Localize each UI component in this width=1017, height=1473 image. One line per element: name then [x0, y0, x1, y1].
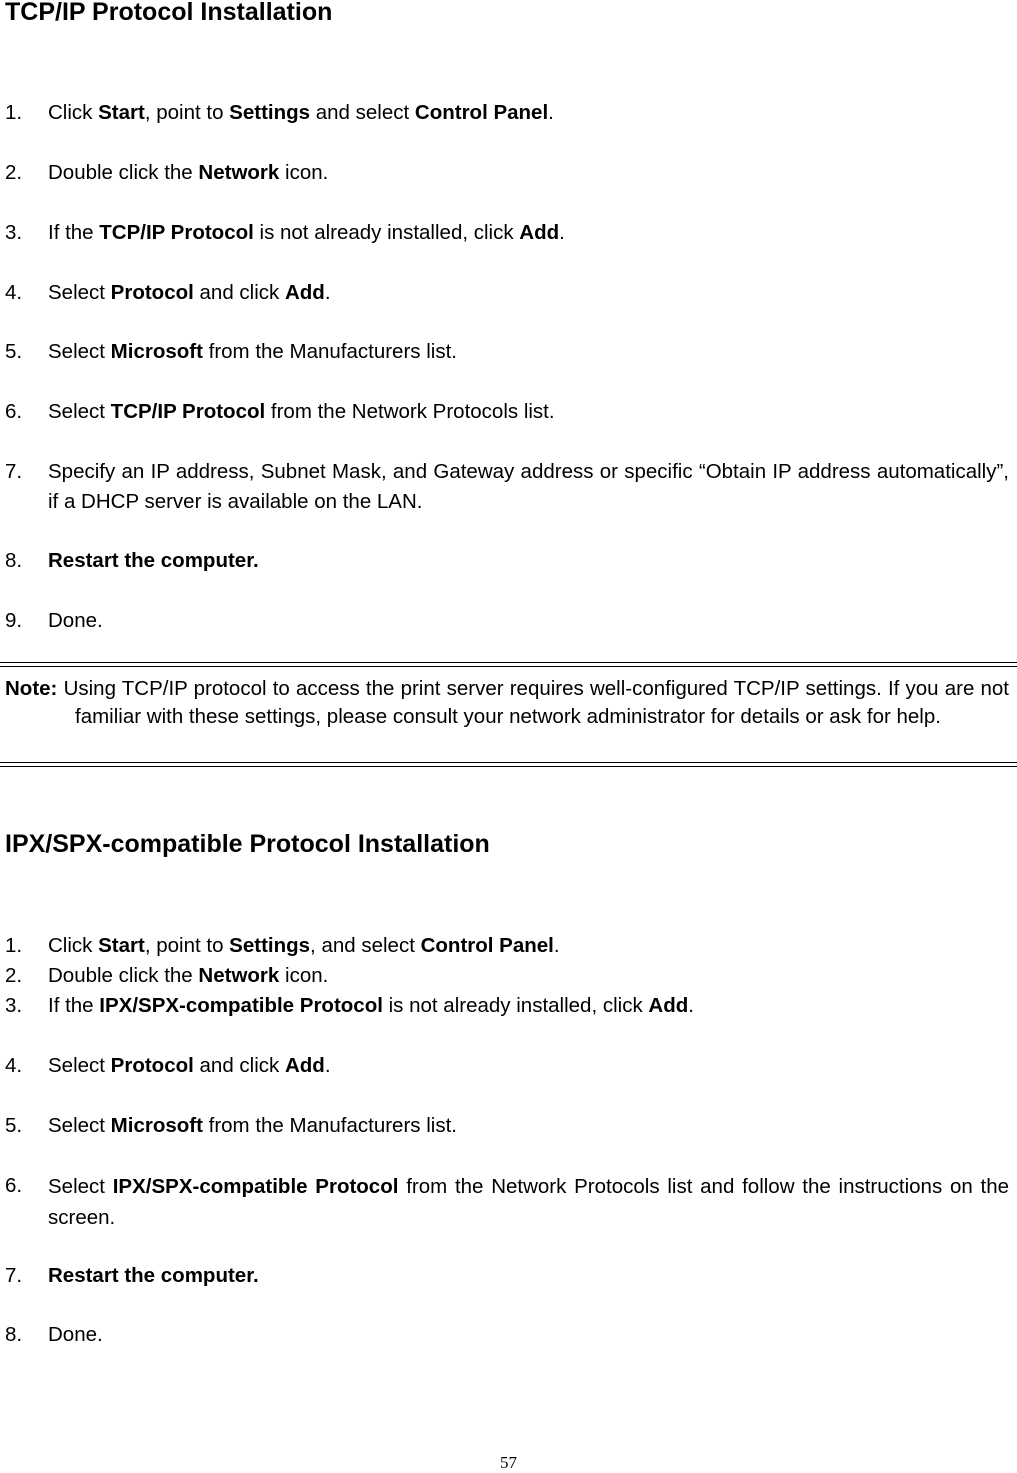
- step-text-run: icon.: [279, 964, 329, 987]
- step-text: [48, 1051, 1009, 1081]
- step-text-run: from the Manufacturers list.: [202, 340, 457, 363]
- step-number: 4.: [5, 281, 23, 304]
- step-bold-text: Add: [648, 994, 689, 1017]
- step-text-run: , point to: [144, 934, 230, 957]
- step-text-run: is not already installed, click: [382, 994, 649, 1017]
- step-bold-text: Restart the computer.: [48, 549, 259, 572]
- tcpip-step-4: [5, 278, 1009, 308]
- step-text-run: .: [688, 994, 694, 1017]
- tcpip-step-7: [5, 457, 1009, 517]
- step-bold-text: Start: [98, 934, 145, 957]
- ipx-step-3: [5, 991, 1009, 1021]
- step-bold-text: Network: [198, 161, 280, 184]
- step-text: [48, 1171, 1009, 1233]
- ipx-step-8: [5, 1320, 1009, 1350]
- step-text-run: Click: [48, 934, 99, 957]
- step-text-run: , and select: [310, 934, 421, 957]
- step-text: [48, 218, 1009, 248]
- step-text-run: is not already installed, click: [253, 221, 520, 244]
- step-number: 2.: [5, 964, 23, 987]
- step-bold-text: TCP/IP Protocol: [110, 400, 266, 423]
- step-bold-text: Control Panel: [420, 934, 554, 957]
- step-text-run: from the Network Protocols list and follow the instructions on the screen.: [48, 1175, 1010, 1229]
- ipx-step-4: [5, 1051, 1009, 1081]
- step-bold-text: Add: [284, 281, 325, 304]
- step-number: 8.: [5, 549, 23, 572]
- step-text-run: .: [324, 281, 331, 304]
- step-number: 5.: [5, 340, 23, 363]
- step-text-run: If the: [48, 994, 100, 1017]
- step-text: [48, 606, 1009, 636]
- step-bold-text: Add: [284, 1054, 325, 1077]
- step-number: 3.: [5, 221, 23, 244]
- step-text-run: icon.: [279, 161, 329, 184]
- step-bold-text: Settings: [229, 934, 311, 957]
- step-bold-text: Settings: [229, 101, 311, 124]
- step-text: [48, 991, 1009, 1021]
- tcpip-step-8: [5, 546, 1009, 576]
- step-text: [48, 1261, 1009, 1291]
- step-text: [48, 98, 1009, 128]
- step-text: [48, 397, 1009, 427]
- tcpip-step-5: [5, 337, 1009, 367]
- step-text-run: Select: [48, 400, 111, 423]
- step-text-run: Done.: [48, 1323, 103, 1346]
- ipx-step-5: [5, 1111, 1009, 1141]
- tcpip-heading: TCP/IP Protocol Installation: [5, 0, 333, 26]
- step-text: [48, 278, 1009, 308]
- step-text: [48, 1320, 1009, 1350]
- tcpip-step-1: [5, 98, 1009, 128]
- step-bold-text: Control Panel: [414, 101, 549, 124]
- step-number: 4.: [5, 1054, 23, 1077]
- step-text-run: Click: [48, 101, 99, 124]
- step-bold-text: Network: [198, 964, 280, 987]
- step-text-run: and select: [310, 101, 415, 124]
- step-number: 3.: [5, 994, 23, 1017]
- ipx-step-2: [5, 961, 1009, 991]
- step-text: [48, 931, 1009, 961]
- step-text: [48, 158, 1009, 188]
- page-number: 57: [500, 1453, 517, 1472]
- step-number: 1.: [5, 101, 23, 124]
- step-bold-text: Microsoft: [110, 340, 203, 363]
- step-text-run: .: [324, 1054, 331, 1077]
- step-text-run: and click: [193, 281, 285, 304]
- step-text-run: Select: [48, 340, 111, 363]
- step-bold-text: TCP/IP Protocol: [99, 221, 254, 244]
- note-text: Using TCP/IP protocol to access the print server requires well-configured TCP/IP settings. If you are not familiar with these settings, please consult your network administrator for details or ask for help.: [63, 677, 1009, 728]
- step-text: [48, 961, 1009, 991]
- note-bottom-rule: [0, 762, 1017, 763]
- ipx-step-1: [5, 931, 1009, 961]
- step-bold-text: IPX/SPX-compatible Protocol: [99, 994, 383, 1017]
- step-text-run: .: [548, 101, 554, 124]
- step-text-run: Double click the: [48, 161, 199, 184]
- step-text-run: from the Manufacturers list.: [202, 1114, 457, 1137]
- step-text-run: .: [559, 221, 565, 244]
- step-number: 1.: [5, 934, 23, 957]
- note-label: Note:: [5, 677, 58, 700]
- step-text-run: Done.: [48, 609, 103, 632]
- step-text-run: and click: [193, 1054, 285, 1077]
- step-text-run: Select: [48, 1175, 113, 1198]
- step-text: [48, 1111, 1009, 1141]
- step-number: 7.: [5, 1264, 23, 1287]
- step-bold-text: IPX/SPX-compatible Protocol: [112, 1175, 399, 1198]
- step-text-run: , point to: [144, 101, 230, 124]
- step-text-run: If the: [48, 221, 100, 244]
- step-text-run: Select: [48, 1114, 111, 1137]
- step-bold-text: Protocol: [110, 281, 194, 304]
- step-text-run: Specify an IP address, Subnet Mask, and Gateway address or specific “Obtain IP address automatically”, if a DHCP server is available on the LAN.: [48, 460, 1009, 513]
- step-bold-text: Start: [98, 101, 145, 124]
- step-text: [48, 457, 1009, 517]
- step-number: 7.: [5, 460, 23, 483]
- tcpip-step-6: [5, 397, 1009, 427]
- step-number: 9.: [5, 609, 23, 632]
- step-number: 5.: [5, 1114, 23, 1137]
- step-number: 2.: [5, 161, 23, 184]
- ipx-heading: IPX/SPX-compatible Protocol Installation: [5, 830, 490, 858]
- step-number: 6.: [5, 400, 23, 423]
- step-text-run: Select: [48, 281, 111, 304]
- step-text: [48, 337, 1009, 367]
- tcpip-step-9: [5, 606, 1009, 636]
- step-text-run: Select: [48, 1054, 111, 1077]
- tcpip-step-2: [5, 158, 1009, 188]
- step-text-run: from the Network Protocols list.: [265, 400, 555, 423]
- step-text: [48, 546, 1009, 576]
- step-bold-text: Add: [519, 221, 560, 244]
- tcpip-step-3: [5, 218, 1009, 248]
- step-bold-text: Restart the computer.: [48, 1264, 259, 1287]
- ipx-step-7: [5, 1261, 1009, 1291]
- note-box: [5, 675, 1009, 731]
- step-bold-text: Protocol: [110, 1054, 194, 1077]
- step-bold-text: Microsoft: [110, 1114, 203, 1137]
- step-number: 8.: [5, 1323, 23, 1346]
- step-text-run: Double click the: [48, 964, 199, 987]
- ipx-step-6: [5, 1171, 1009, 1233]
- step-text-run: .: [553, 934, 560, 957]
- step-number: 6.: [5, 1174, 23, 1197]
- note-top-rule: [0, 662, 1017, 663]
